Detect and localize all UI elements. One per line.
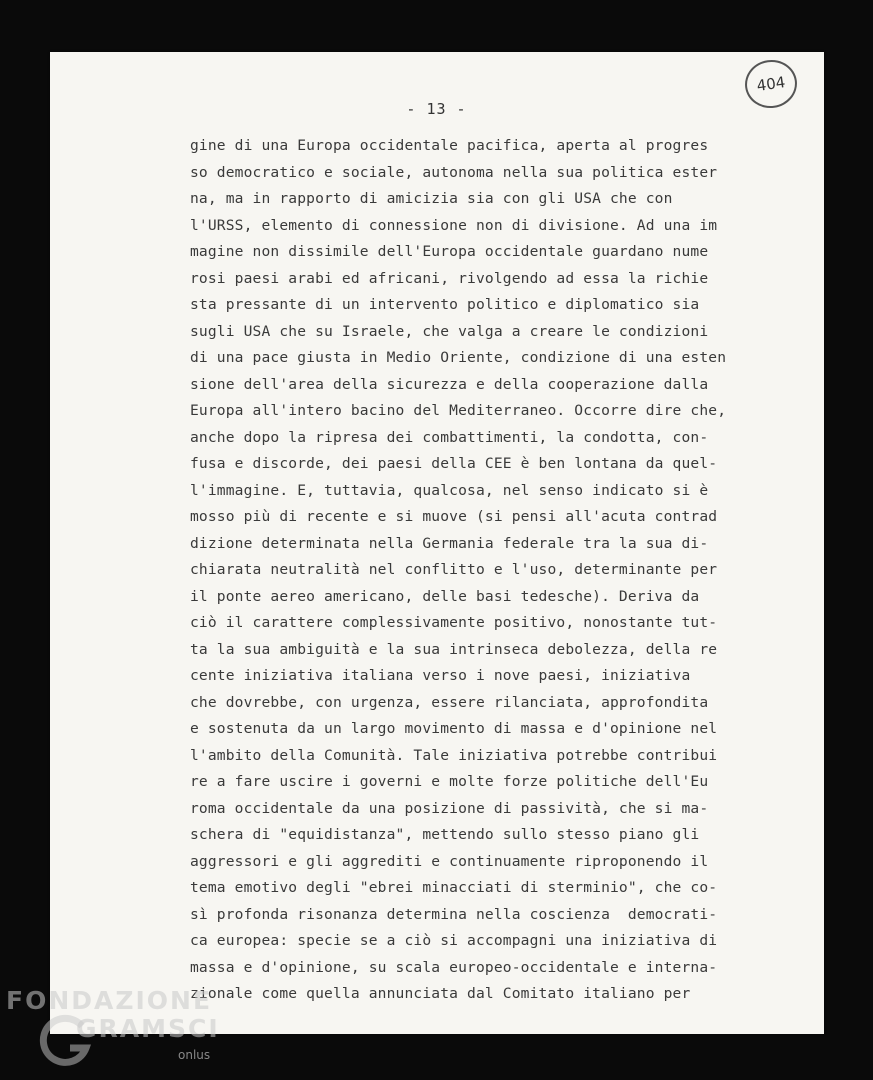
text-line: gine di una Europa occidentale pacifica, aperta al progres (190, 137, 709, 154)
text-line: di una pace giusta in Medio Oriente, condizione di una esten (190, 349, 727, 366)
watermark-logo (6, 986, 266, 1080)
text-line: e sostenuta da un largo movimento di massa e d'opinione nel (190, 720, 718, 737)
text-line: tema emotivo degli "ebrei minacciati di sterminio", che co- (190, 879, 718, 896)
text-line: re a fare uscire i governi e molte forze politiche dell'Eu (190, 773, 709, 790)
watermark-line1: FONDAZIONE (6, 986, 213, 1015)
text-line: zionale come quella annunciata dal Comitato italiano per (190, 985, 691, 1002)
text-line: na, ma in rapporto di amicizia sia con gli USA che con (190, 190, 673, 207)
text-line: fusa e discorde, dei paesi della CEE è ben lontana da quel- (190, 455, 718, 472)
document-body (190, 133, 750, 1008)
text-line: il ponte aereo americano, delle basi tedesche). Deriva da (190, 587, 700, 605)
watermark-line2: GRAMSCI (76, 1014, 220, 1043)
text-line: sta pressante di un intervento politico e diplomatico sia (190, 296, 700, 313)
text-line: Europa all'intero bacino del Mediterraneo. Occorre dire che, (190, 402, 727, 419)
archive-stamp: 404 (742, 57, 800, 112)
text-line: dizione determinata nella Germania federale tra la sua di- (190, 534, 709, 552)
text-line: che dovrebbe, con urgenza, essere rilanciata, approfondita (190, 693, 709, 711)
text-line: so democratico e sociale, autonoma nella sua politica ester (190, 163, 718, 181)
text-line: ca europea: specie se a ciò si accompagni una iniziativa di (190, 932, 718, 949)
text-line: schera di "equidistanza", mettendo sullo stesso piano gli (190, 826, 700, 843)
text-line: ciò il carattere complessivamente positivo, nonostante tut- (190, 614, 718, 631)
text-line: aggressori e gli aggrediti e continuamente riproponendo il (190, 852, 709, 870)
text-line: sugli USA che su Israele, che valga a creare le condizioni (190, 322, 709, 340)
text-line: mosso più di recente e si muove (si pensi all'acuta contrad (190, 508, 718, 525)
text-line: sione dell'area della sicurezza e della cooperazione dalla (190, 375, 709, 393)
text-line: roma occidentale da una posizione di passività, che si ma- (190, 799, 709, 817)
text-line: anche dopo la ripresa dei combattimenti, la condotta, con- (190, 428, 709, 446)
text-line: chiarata neutralità nel conflitto e l'uso, determinante per (190, 561, 718, 578)
text-line: massa e d'opinione, su scala europeo-occidentale e interna- (190, 958, 718, 976)
text-line: sì profonda risonanza determina nella coscienza democrati- (190, 905, 718, 923)
text-line: ta la sua ambiguità e la sua intrinseca debolezza, della re (190, 640, 718, 658)
page-number: - 13 - (406, 100, 467, 118)
text-line: cente iniziativa italiana verso i nove paesi, iniziativa (190, 667, 691, 684)
text-line: l'ambito della Comunità. Tale iniziativa potrebbe contribui (190, 746, 718, 764)
text-line: l'immagine. E, tuttavia, qualcosa, nel senso indicato si è (190, 481, 709, 499)
text-line: magine non dissimile dell'Europa occidentale guardano nume (190, 243, 709, 260)
text-line: l'URSS, elemento di connessione non di divisione. Ad una im (190, 216, 718, 234)
text-line: rosi paesi arabi ed africani, rivolgendo ad essa la richie (190, 269, 709, 287)
watermark-sub: onlus (178, 1048, 211, 1062)
